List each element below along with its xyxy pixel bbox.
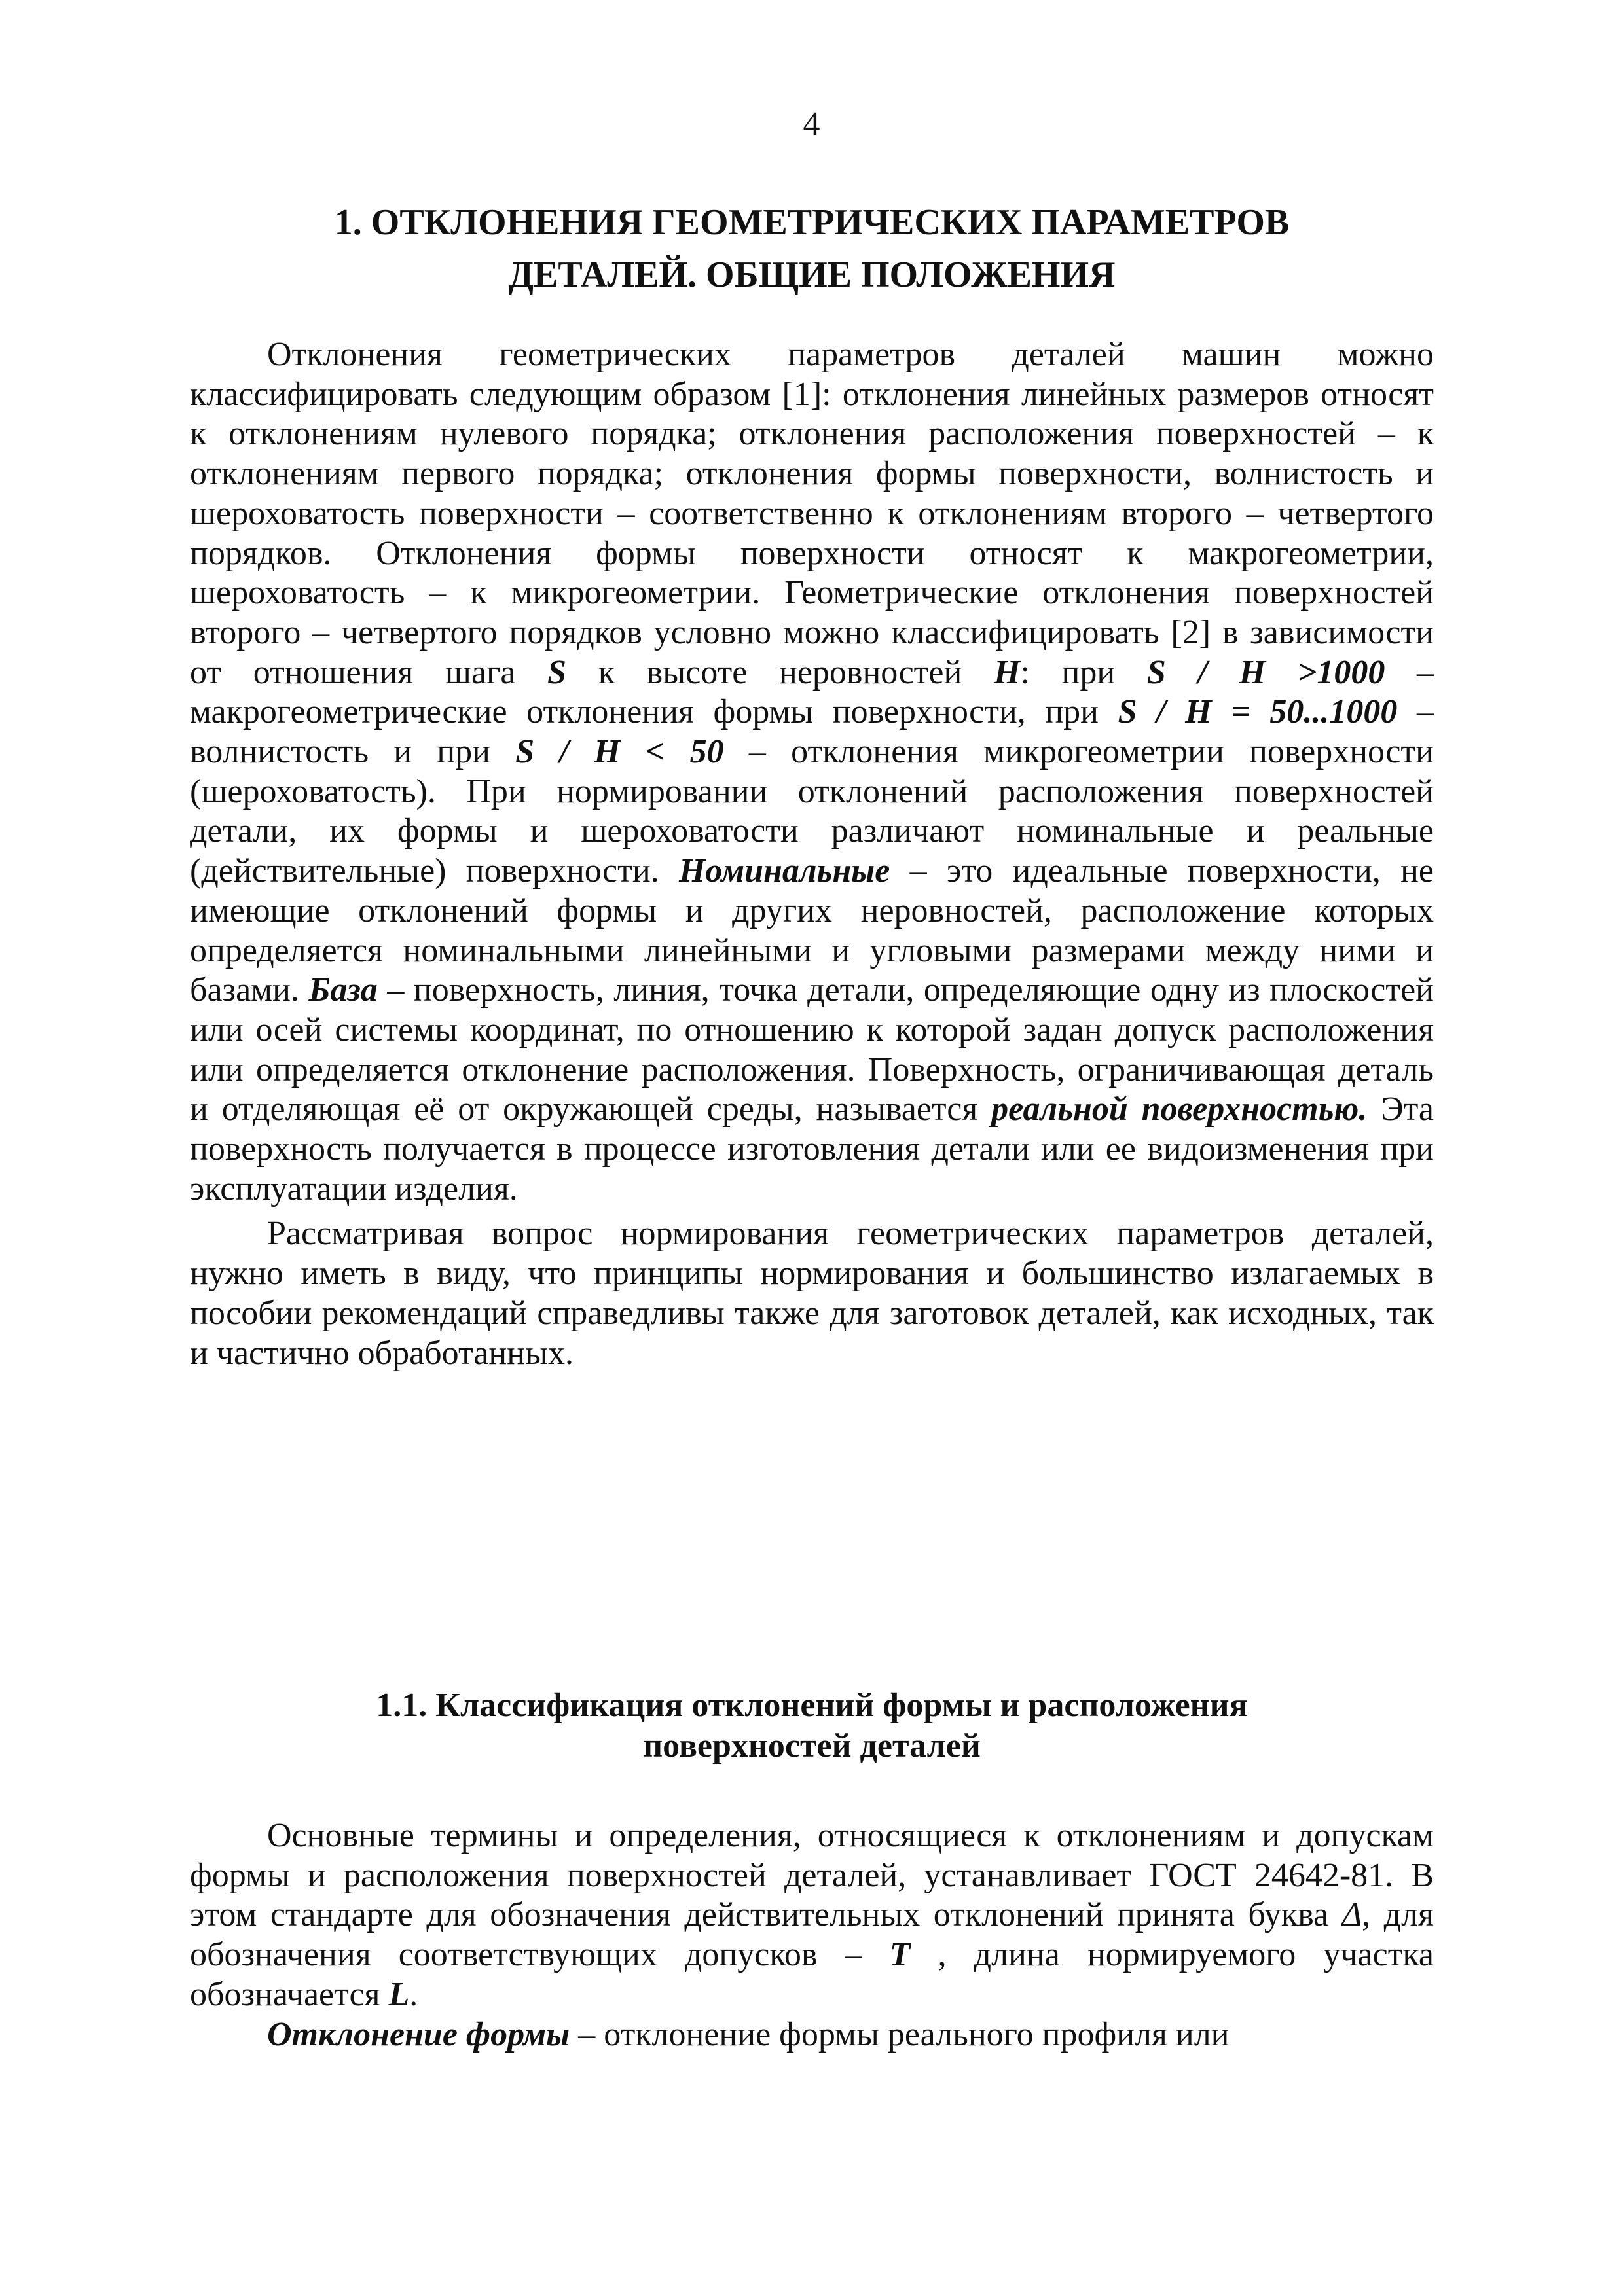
section-1-title-line-2: ДЕТАЛЕЙ. ОБЩИЕ ПОЛОЖЕНИЯ — [508, 255, 1116, 295]
symbol-l: L — [388, 1975, 410, 2013]
section-1-1-title-line-2: поверхностей деталей — [643, 1727, 981, 1765]
term-real-surface: реальной поверхностью. — [991, 1090, 1368, 1128]
ratio-waviness: S / H = 50...1000 — [1118, 693, 1398, 731]
ratio-macro: S / H >1000 — [1146, 653, 1385, 691]
section-1-body — [190, 335, 1434, 1373]
symbol-h: H — [993, 653, 1021, 691]
section-1-1-body — [190, 1816, 1434, 2054]
section-1-1-title — [196, 1685, 1427, 1767]
section-1-title-line-1: 1. ОТКЛОНЕНИЯ ГЕОМЕТРИЧЕСКИХ ПАРАМЕТРОВ — [334, 202, 1290, 243]
symbol-delta: Δ — [1341, 1896, 1362, 1934]
page-number: 4 — [803, 105, 820, 143]
section-1-1-title-line-1: 1.1. Классификация отклонений формы и расположения — [376, 1687, 1248, 1724]
section-1-paragraph-1: Отклонения геометрических параметров деталей машин можно классифицировать следующим образом [1]: отклонения линейных размеров относят к отклонениям нулевого порядка; отклонения расположения поверхностей – к отклонениям первого порядка; отклонения формы поверхности, волнистость и шероховатость поверхности – соответственно к отклонениям второго – четвертого порядков. Отклонения формы поверхности относят к макрогеометрии, шероховатость – к микрогеометрии. Геометрические отклонения поверхностей второго – четвертого порядков условно можно классифицировать [2] в зависимости от отношения шага S к высоте неровностей H: при S / H >1000 – макрогеометрические отклонения формы поверхности, при S / H = 50...1000 – волнистость и при S / H < 50 – отклонения микрогеометрии поверхности (шероховатость). При нормировании отклонений расположения поверхностей детали, их формы и шероховатости различают номинальные и реальные (действительные) поверхности. Номинальные – это идеальные поверхности, не имеющие отклонений формы и других неровностей, расположение которых определяется номинальными линейными и угловыми размерами между ними и базами. База – поверхность, линия, точка детали, определяющие одну из плоскостей или осей системы координат, по отношению к которой задан допуск расположения или определяется отклонение расположения. Поверхность, ограничивающая деталь и отделяющая её от окружающей среды, называется реальной поверхностью. Эта поверхность получается в процессе изготовления детали или ее видоизменения при эксплуатации изделия. — [190, 336, 1434, 1208]
term-base: База — [308, 971, 378, 1009]
section-1-title — [196, 196, 1427, 301]
ratio-micro: S / H < 50 — [515, 733, 724, 771]
term-nominal: Номинальные — [678, 852, 890, 890]
symbol-s: S — [547, 653, 567, 691]
symbol-t: T — [889, 1936, 911, 1974]
section-1-1-paragraph-1: Основные термины и определения, относящиеся к отклонениям и допускам формы и расположения поверхностей деталей, устанавливает ГОСТ 24642-81. В этом стандарте для обозначения действительных отклонений принята буква Δ, для обозначения соответствующих допусков – T , длина нормируемого участка обозначается L. — [190, 1817, 1434, 2013]
section-1-paragraph-2: Рассматривая вопрос нормирования геометрических параметров деталей, нужно иметь в виду, что принципы нормирования и большинство излагаемых в пособии рекомендаций справедливы также для заготовок деталей, как исходных, так и частично обработанных. — [190, 1215, 1434, 1372]
term-form-deviation: Отклонение формы — [267, 2015, 570, 2053]
section-1-1-paragraph-2: Отклонение формы – отклонение формы реального профиля или — [267, 2015, 1230, 2053]
